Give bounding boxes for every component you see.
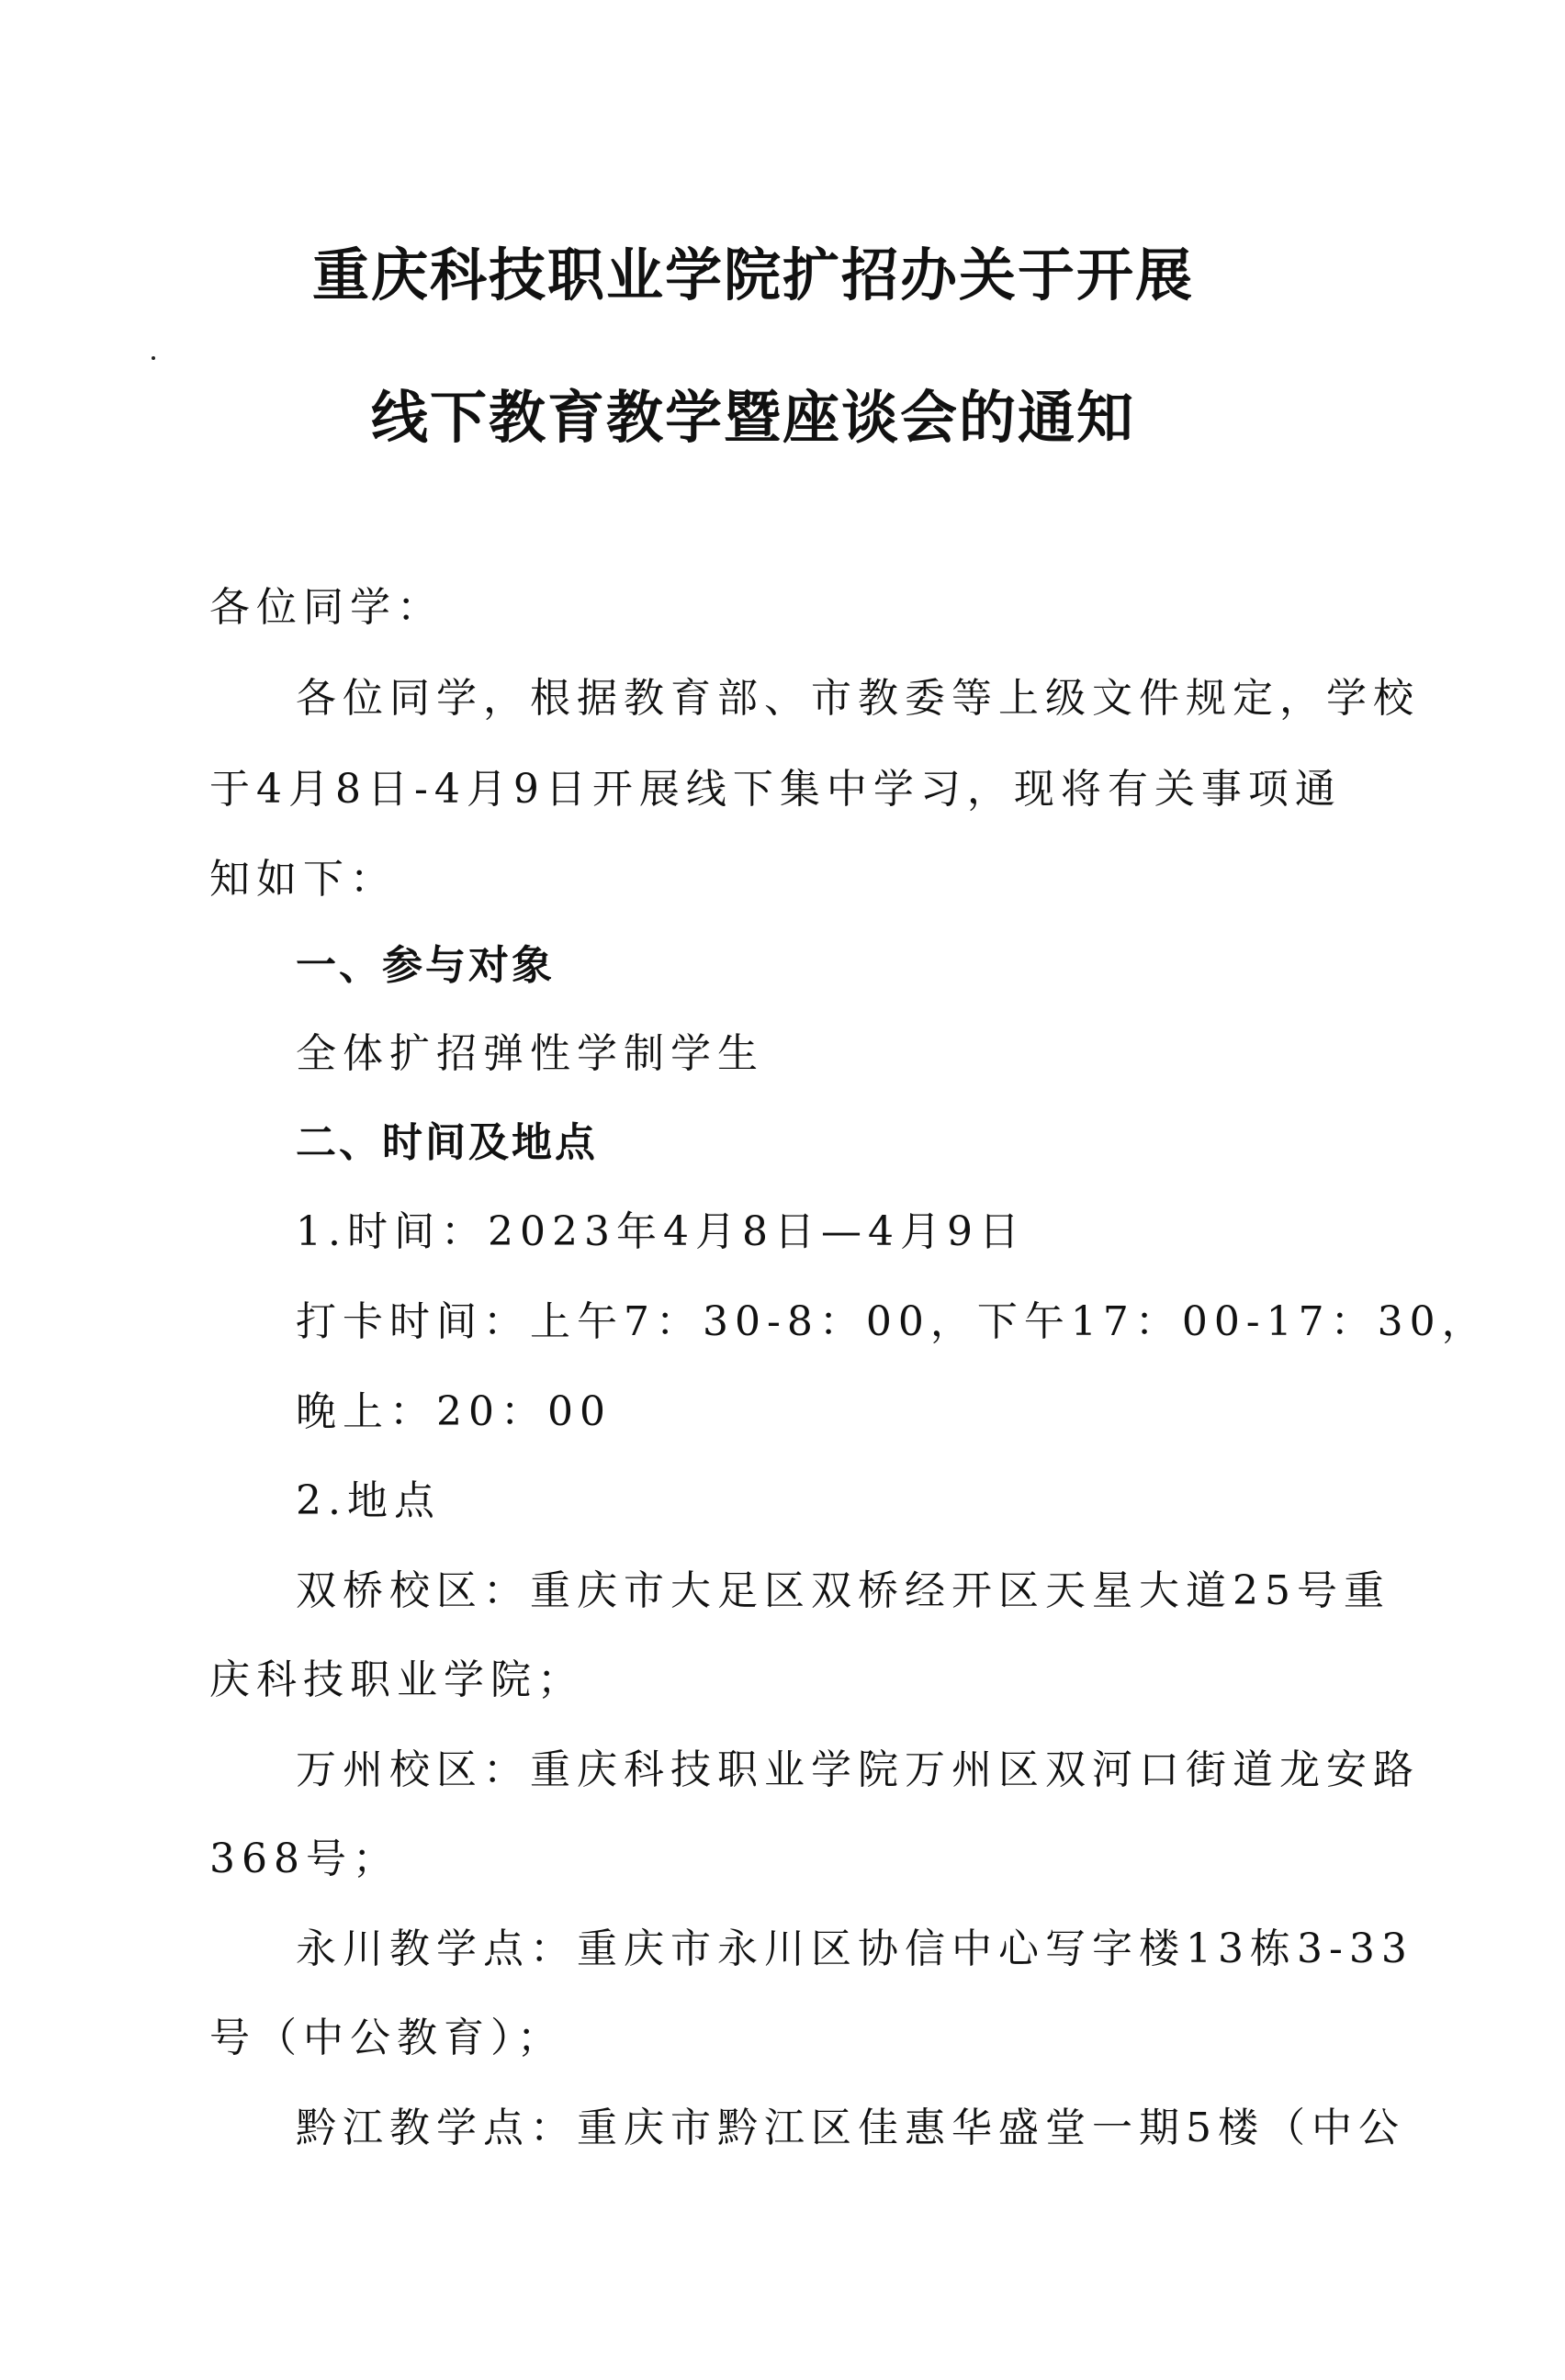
checkin-time-line-1: 打卡时间：上午7：30-8：00，下午17：00-17：30， xyxy=(296,1298,1489,1345)
intro-paragraph-line-1: 各位同学，根据教育部、市教委等上级文件规定，学校 xyxy=(296,675,1420,722)
yongchuan-site-line-1: 永川教学点：重庆市永川区协信中心写字楼13栋3-33 xyxy=(296,1925,1413,1972)
intro-paragraph-line-2: 于4月8日-4月9日开展线下集中学习，现将有关事项通 xyxy=(209,766,1342,813)
yongchuan-site-line-2: 号（中公教育）； xyxy=(209,2015,564,2061)
document-title-line-1: 重庆科技职业学院扩招办关于开展 xyxy=(311,241,1194,309)
section-heading-participants: 一、参与对象 xyxy=(296,942,555,989)
document-title-line-2: 线下教育教学暨座谈会的通知 xyxy=(370,384,1135,451)
checkin-time-line-2: 晚上：20：00 xyxy=(296,1388,612,1435)
salutation: 各位同学： xyxy=(209,584,444,631)
time-line: 1.时间：2023年4月8日—4月9日 xyxy=(296,1208,1026,1255)
participants-text: 全体扩招弹性学制学生 xyxy=(296,1030,764,1077)
shuangqiao-campus-line-2: 庆科技职业学院； xyxy=(209,1656,584,1703)
wanzhou-campus-line-2: 368号； xyxy=(209,1836,400,1882)
intro-paragraph-line-3: 知如下： xyxy=(209,856,397,903)
wanzhou-campus-line-1: 万州校区：重庆科技职业学院万州区双河口街道龙安路 xyxy=(296,1746,1420,1793)
qianjiang-site-line-1: 黔江教学点：重庆市黔江区佳惠华盛堂一期5楼（中公 xyxy=(296,2105,1405,2151)
scan-speck xyxy=(152,356,155,360)
location-heading: 2.地点 xyxy=(296,1477,441,1524)
section-heading-time-location: 二、时间及地点 xyxy=(296,1119,598,1166)
shuangqiao-campus-line-1: 双桥校区：重庆市大足区双桥经开区天星大道25号重 xyxy=(296,1567,1390,1614)
